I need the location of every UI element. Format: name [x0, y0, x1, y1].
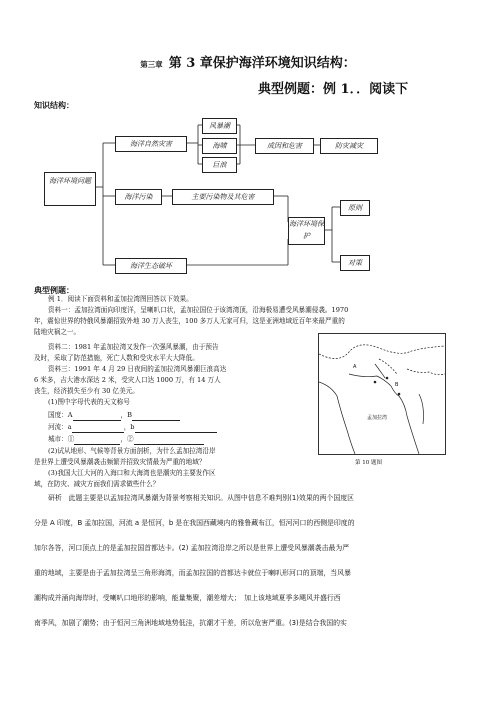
question-2-line-2: 是世界上遭受风暴潮袭击频繁并招致灾情最为严重的地域？ [34, 458, 206, 466]
question-2-line-1: (2)试从地形、气候等背景方面剖析，为什么孟加拉湾沿岸 [48, 447, 216, 455]
material-2-line-2: 及时，采取了防范措施，死亡人数和受灾水平大大降低。 [34, 354, 199, 362]
node-big-wave: 巨浪 [202, 157, 237, 173]
title-line-2: 典型例题：例 1．．阅读下 [258, 82, 409, 97]
question-3-line-1: (3)我国大江大河的入海口和大海湾也是潮灾的主要发作区 [48, 469, 216, 477]
node-storm-surge: 风暴潮 [202, 118, 237, 134]
material-1-line-1: 资料一：孟加拉湾面向印度洋，呈喇叭口状，孟加拉国位于该湾湾顶，沿海极易遭受风暴潮侵袭。1970 [48, 306, 349, 314]
fill-country [48, 410, 180, 421]
analysis-line-4: 重的地域，主要是由于孟加拉湾呈三角形海湾，而孟加拉国的首都达卡就位于喇叭形河口的顶端，当风暴 [34, 569, 351, 577]
node-principle: 原则 [340, 200, 370, 216]
example-intro: 例 1．阅读下面资料和孟加拉湾图回答以下效果。 [48, 295, 193, 303]
node-pollutants: 主要污染物及其危害 [172, 189, 274, 205]
material-1-line-2: 年，震惊世界的特俄风暴潮招致外地 30 万人丧生，100 多万人无家可归，这是亚洲地域近百年来最严重的 [34, 317, 345, 325]
fill-country-b: ，B [120, 411, 132, 419]
analysis-line-5: 潮构成并涌向海岸时，受喇叭口地形的影响，能量集聚，潮差增大； 加上该地域夏季多飓风并盛行西 [34, 594, 341, 602]
node-natural-disaster: 海洋自然灾害 [115, 136, 187, 152]
question-1: (1)图中字母代表的天文称号 [48, 398, 130, 406]
material-3-line-2: 6 米多，吉大港水深达 2 米，受灾人口达 1000 万，有 14 万人 [34, 376, 221, 384]
blank-river-b[interactable] [135, 424, 217, 433]
analysis-line-6: 南季风，加剧了潮势；由于恒河三角洲地域地势低洼，抗潮才干差，所以危害严重。(3)是结合我国的实 [34, 619, 347, 627]
fill-city-label: 城市：① [48, 435, 75, 443]
fill-city-2: ，② [120, 435, 134, 443]
fill-river [48, 422, 217, 433]
map-caption: 第 10 题图 [355, 460, 382, 466]
blank-a[interactable] [73, 412, 121, 421]
node-protection: 海洋环境保护 [288, 217, 325, 245]
material-2-line-1: 资料二：1981 年孟加拉湾又发作一次强风暴潮，由于预告 [48, 343, 219, 351]
fill-city [48, 434, 204, 445]
map-label-b: B [395, 382, 399, 388]
map-drawing [319, 334, 445, 454]
chapter-label: 第三章 [140, 60, 163, 69]
examples-heading: 典型例题： [34, 285, 74, 295]
fill-country-label: 国度：A [48, 411, 73, 419]
node-cause-harm: 成因和危害 [255, 138, 314, 154]
blank-river-a[interactable] [72, 424, 124, 433]
analysis-line-1: 研析 此题主要是以孟加拉湾风暴潮为背景考察相关知识。从图中信息不难判别(1)效果的两个国度区 [48, 494, 355, 502]
node-prevention: 防灾减灾 [320, 138, 378, 154]
map-label-a: A [353, 364, 357, 370]
analysis-line-2: 分是 A 印度，B 孟加拉国，河流 a 是恒河，b 是在我国西藏境内的雅鲁藏布江，恒河河口的西侧是印度的 [34, 519, 355, 527]
node-eco-damage: 海洋生态破坏 [115, 258, 187, 274]
fill-river-label: 河流：a [48, 423, 72, 431]
node-measures: 对策 [340, 255, 370, 271]
node-pollution: 海洋污染 [115, 189, 162, 205]
material-3-line-3: 丧生，经济损失至少有 30 亿美元。 [34, 387, 139, 395]
fill-river-b: ，b [123, 423, 135, 431]
node-tsunami: 海啸 [202, 138, 237, 154]
title-line-1: 第 3 章保护海洋环境知识结构： [168, 56, 356, 71]
analysis-line-3: 加尔各答，河口顶点上的是孟加拉国首都达卡。(2) 孟加拉湾沿岸之所以是世界上遭受风暴潮袭击最为严 [34, 544, 350, 552]
node-root: 海洋环境问题 [44, 172, 96, 206]
blank-city-2[interactable] [134, 436, 204, 445]
blank-b[interactable] [132, 412, 180, 421]
knowledge-heading: 知识结构： [34, 100, 74, 110]
material-1-line-3: 陆地灾祸之一。 [34, 328, 81, 336]
bay-of-bengal-map [318, 333, 446, 455]
blank-city-1[interactable] [74, 436, 120, 445]
material-3-line-1: 资料三：1991 年 4 月 29 日夜间的孟加拉湾风暴潮巨浪高达 [48, 365, 227, 373]
map-label-bay: 孟加拉湾 [367, 415, 388, 421]
question-3-line-2: 域，在防灾、减灾方面我们需求做些什么？ [34, 480, 160, 488]
